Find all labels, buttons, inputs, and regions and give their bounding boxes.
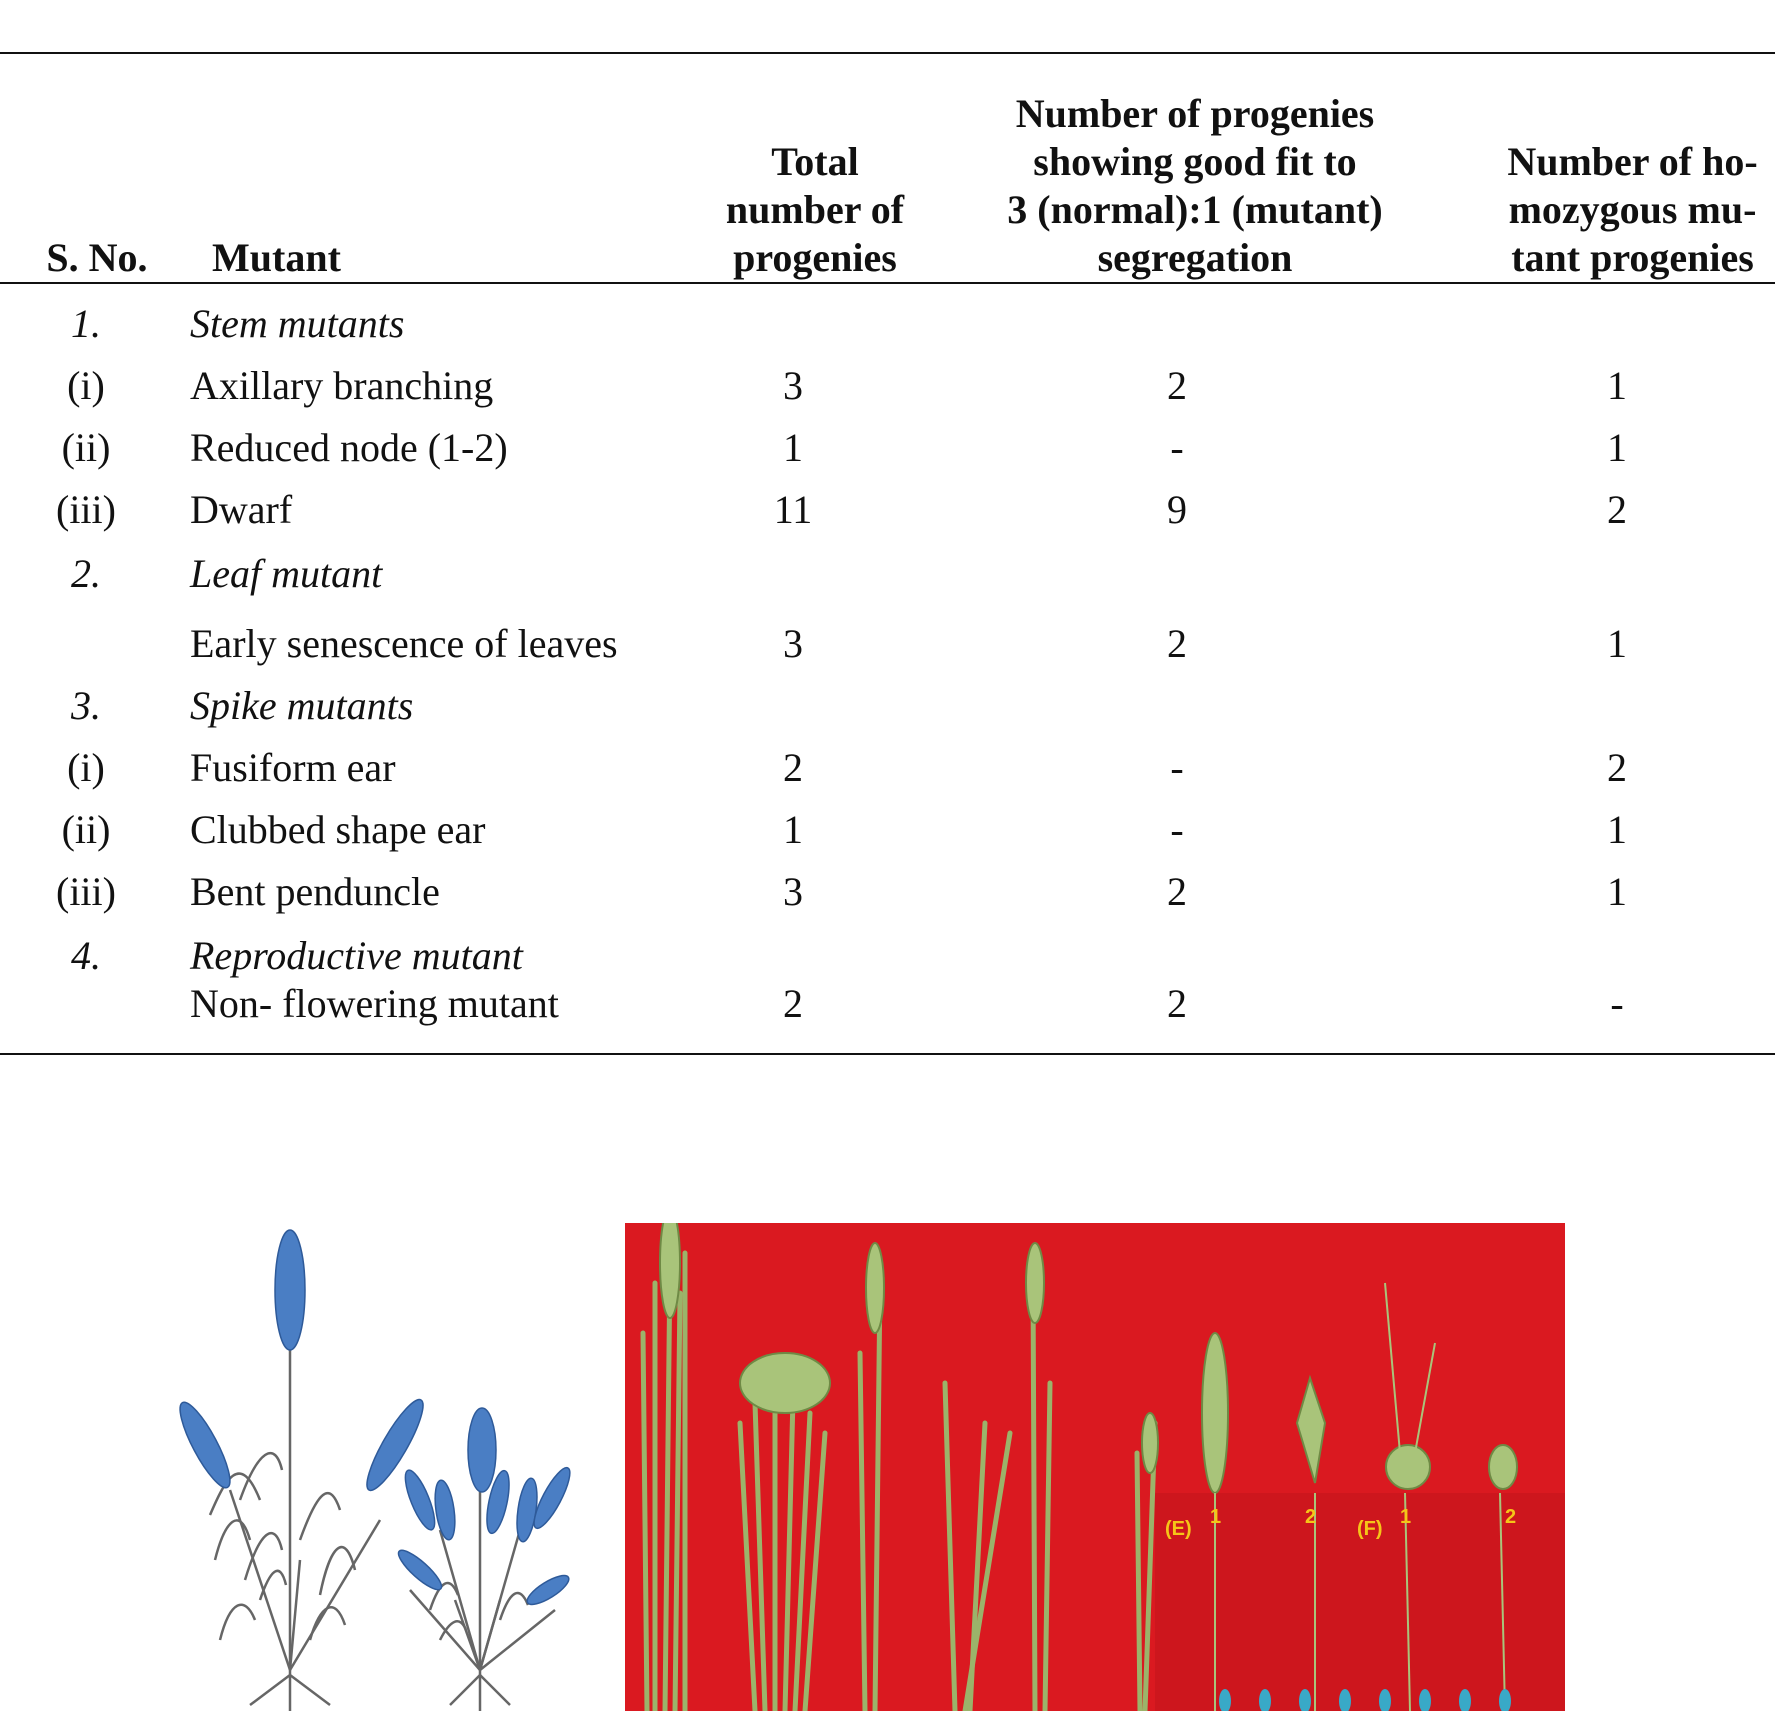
figure-area bbox=[0, 1200, 1775, 1711]
row-2-sno: (i) bbox=[67, 363, 105, 408]
row-2-fit: 2 bbox=[1167, 363, 1187, 408]
row-7-mutant: Spike mutants bbox=[190, 683, 414, 728]
row-5-mutant: Leaf mutant bbox=[190, 551, 383, 596]
photo-label-e: (E) bbox=[1165, 1518, 1192, 1540]
row-9-homo: 1 bbox=[1607, 807, 1627, 852]
row-3-homo: 1 bbox=[1607, 425, 1627, 470]
row-7-sno: 3. bbox=[71, 683, 101, 728]
row-12-homo: - bbox=[1610, 981, 1624, 1026]
row-3-sno: (ii) bbox=[61, 425, 111, 470]
row-3-total: 1 bbox=[783, 425, 803, 470]
table-bottom-rule bbox=[0, 1053, 1775, 1055]
row-9-total: 1 bbox=[783, 807, 803, 852]
row-8-fit: - bbox=[1170, 745, 1184, 790]
row-6-total: 3 bbox=[783, 621, 803, 666]
row-10-fit: 2 bbox=[1167, 869, 1187, 914]
row-10-homo: 1 bbox=[1607, 869, 1627, 914]
row-9-mutant: Clubbed shape ear bbox=[190, 807, 486, 852]
header-sno: S. No. bbox=[46, 235, 148, 280]
row-6-mutant: Early senescence of leaves bbox=[190, 621, 618, 666]
mutant-photo bbox=[625, 1223, 1565, 1711]
row-1-mutant: Stem mutants bbox=[190, 301, 405, 346]
row-4-mutant: Dwarf bbox=[190, 487, 293, 532]
row-9-fit: - bbox=[1170, 807, 1184, 852]
photo-label-f-2: 2 bbox=[1505, 1506, 1517, 1528]
row-12-fit: 2 bbox=[1167, 981, 1187, 1026]
row-2-mutant: Axillary branching bbox=[190, 363, 494, 408]
row-3-fit: - bbox=[1170, 425, 1184, 470]
row-5-sno: 2. bbox=[71, 551, 101, 596]
row-10-mutant: Bent penduncle bbox=[190, 869, 440, 914]
photo-label-f: (F) bbox=[1357, 1518, 1383, 1540]
photo-label-e-1: 1 bbox=[1210, 1506, 1222, 1528]
row-8-total: 2 bbox=[783, 745, 803, 790]
row-11-mutant: Reproductive mutant bbox=[190, 933, 523, 978]
row-4-fit: 9 bbox=[1167, 487, 1187, 532]
row-8-sno: (i) bbox=[67, 745, 105, 790]
row-9-sno: (ii) bbox=[61, 807, 111, 852]
row-12-total: 2 bbox=[783, 981, 803, 1026]
row-2-homo: 1 bbox=[1607, 363, 1627, 408]
row-8-mutant: Fusiform ear bbox=[190, 745, 396, 790]
row-6-homo: 1 bbox=[1607, 621, 1627, 666]
header-mutant: Mutant bbox=[212, 235, 341, 280]
row-10-total: 3 bbox=[783, 869, 803, 914]
row-6-fit: 2 bbox=[1167, 621, 1187, 666]
row-1-sno: 1. bbox=[71, 301, 101, 346]
table-top-rule bbox=[0, 52, 1775, 54]
header-total: Total number of progenies bbox=[725, 139, 905, 280]
row-4-homo: 2 bbox=[1607, 487, 1627, 532]
photo-label-f-1: 1 bbox=[1400, 1506, 1412, 1528]
photo-label-e-2: 2 bbox=[1305, 1506, 1317, 1528]
header-homozygous: Number of ho- mozygous mu- tant progenies bbox=[1507, 139, 1758, 280]
row-10-sno: (iii) bbox=[56, 869, 116, 914]
row-11-sno: 4. bbox=[71, 933, 101, 978]
row-4-total: 11 bbox=[773, 487, 813, 532]
row-4-sno: (iii) bbox=[56, 487, 116, 532]
header-fit: Number of progenies showing good fit to 3 (normal):1 (mutant) segregation bbox=[1007, 91, 1383, 280]
row-12-mutant: Non- flowering mutant bbox=[190, 981, 559, 1026]
table-header-rule bbox=[0, 282, 1775, 284]
plant-drawing bbox=[0, 1200, 620, 1711]
row-2-total: 3 bbox=[783, 363, 803, 408]
row-3-mutant: Reduced node (1-2) bbox=[190, 425, 508, 470]
photo-illustration bbox=[625, 1223, 1565, 1711]
row-8-homo: 2 bbox=[1607, 745, 1627, 790]
